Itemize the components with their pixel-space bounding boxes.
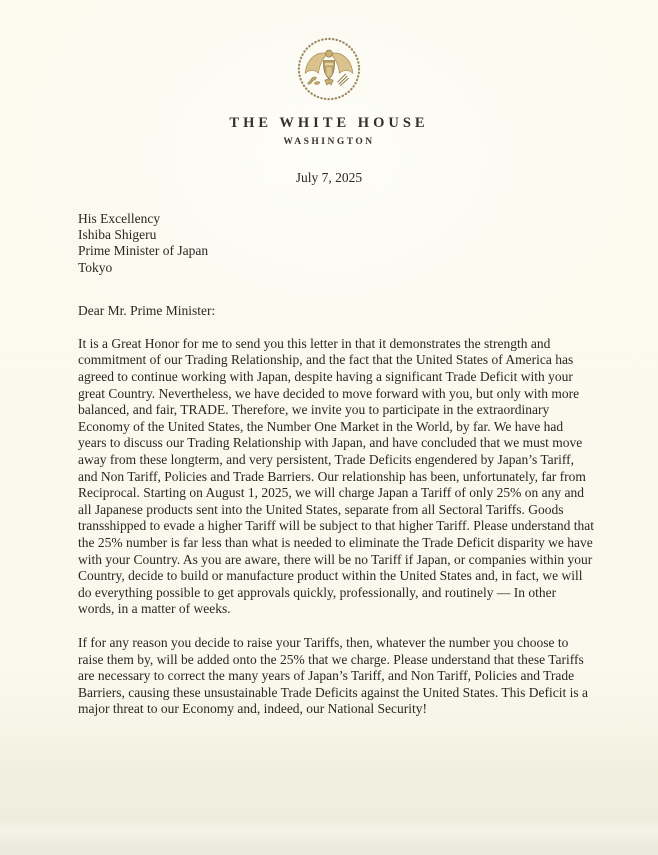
letterhead-org: THE WHITE HOUSE — [229, 115, 429, 131]
presidential-seal-icon — [294, 34, 364, 104]
seal-container — [0, 0, 658, 104]
olive-branch — [307, 76, 320, 85]
recipient-line-title: Prime Minister of Japan — [78, 243, 209, 259]
recipient-line-name: Ishiba Shigeru — [78, 227, 157, 243]
arrows — [337, 74, 348, 86]
photo-bottom-shadow — [0, 760, 658, 855]
recipient-address — [78, 211, 658, 276]
recipient-line-honorific: His Excellency — [78, 211, 161, 226]
letterhead-location: WASHINGTON — [283, 137, 375, 147]
letterhead — [0, 0, 658, 147]
recipient-line-city: Tokyo — [78, 259, 113, 275]
letter-date: July 7, 2025 — [295, 170, 363, 185]
body-paragraph-2: If for any reason you decide to raise your Tariffs, then, whatever the number you choose to raise them by, will be added onto the 25% that we charge. Please understand that these Tariffs are necessary to correct the many years of Japan’s Tariff, and Non Tariff, Policies and Trade Barriers, causing these unsustainable Trade Deficits against the United States. This Deficit is a major threat to our Economy and, indeed, our National Security! — [78, 634, 589, 717]
body-paragraph-1: It is a Great Honor for me to send you this letter in that it demonstrates the strength and commitment of our Trading Relationship, and the fact that the United States of America has agreed to continue working with Japan, despite having a significant Trade Deficit with your great Country. Nevertheless, we have decided to move forward with you, but only with more balanced, and fair, TRADE. Therefore, we invite you to participate in the extraordinary Economy of the United States, the Number One Market in the World, by far. We have had years to discuss our Trading Relationship with Japan, and have concluded that we must move away from these longterm, and very persistent, Trade Deficits engendered by Japan’s Tariff, and Non Tariff, Policies and Trade Barriers. Our relationship has been, unfortunately, far from Reciprocal. Starting on August 1, 2025, we will charge Japan a Tariff of only 25% on any and all Japanese products sent into the United States, separate from all Sectoral Tariffs. Goods transshipped to evade a higher Tariff will be subject to that higher Tariff. Please understand that the 25% number is far less than what is needed to eliminate the Trade Deficit disparity we have with your Country. As you are aware, there will be no Tariff if Japan, or companies within your Country, decide to build or manufacture product within the United States and, in fact, we will do everything possible to get approvals quickly, professionally, and routinely — In other words, in a matter of weeks. — [78, 335, 594, 617]
salutation: Dear Mr. Prime Minister: — [78, 302, 216, 318]
